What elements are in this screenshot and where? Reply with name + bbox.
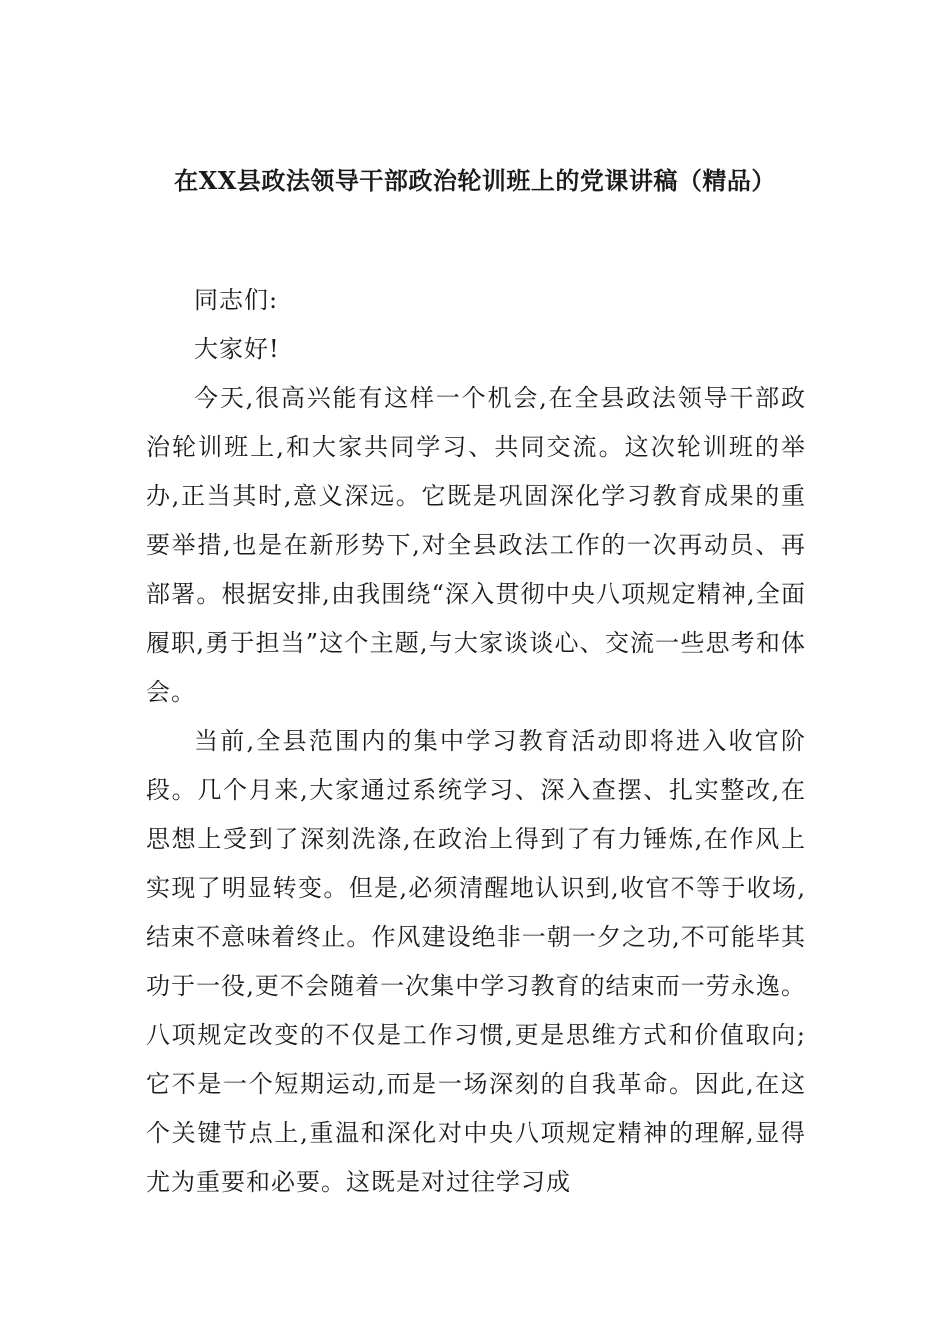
salutation: 同志们:	[194, 286, 279, 314]
body-paragraph: 今天,很高兴能有这样一个机会,在全县政法领导干部政治轮训班上,和大家共同学习、共同交流。这次轮训班的举办,正当其时,意义深远。它既是巩固深化学习教育成果的重要举措,也是在新形势下,对全县政法工作的一次再动员、再部署。根据安排,由我围绕“深入贯彻中央八项规定精神,全面履职,勇于担当”这个主题,与大家谈谈心、交流一些思考和体会。	[146, 384, 806, 706]
document-title: 在XX县政法领导干部政治轮训班上的党课讲稿（精品）	[174, 166, 776, 195]
greeting: 大家好!	[194, 335, 280, 363]
body-paragraph: 当前,全县范围内的集中学习教育活动即将进入收官阶段。几个月来,大家通过系统学习、深入查摆、扎实整改,在思想上受到了深刻洗涤,在政治上得到了有力锤炼,在作风上实现了明显转变。但是,必须清醒地认识到,收官不等于收场,结束不意味着终止。作风建设绝非一朝一夕之功,不可能毕其功于一役,更不会随着一次集中学习教育的结束而一劳永逸。八项规定改变的不仅是工作习惯,更是思维方式和价值取向;它不是一个短期运动,而是一场深刻的自我革命。因此,在这个关键节点上,重温和深化对中央八项规定精神的理解,显得尤为重要和必要。这既是对过往学习成	[146, 727, 806, 1196]
document-body	[146, 276, 806, 1207]
